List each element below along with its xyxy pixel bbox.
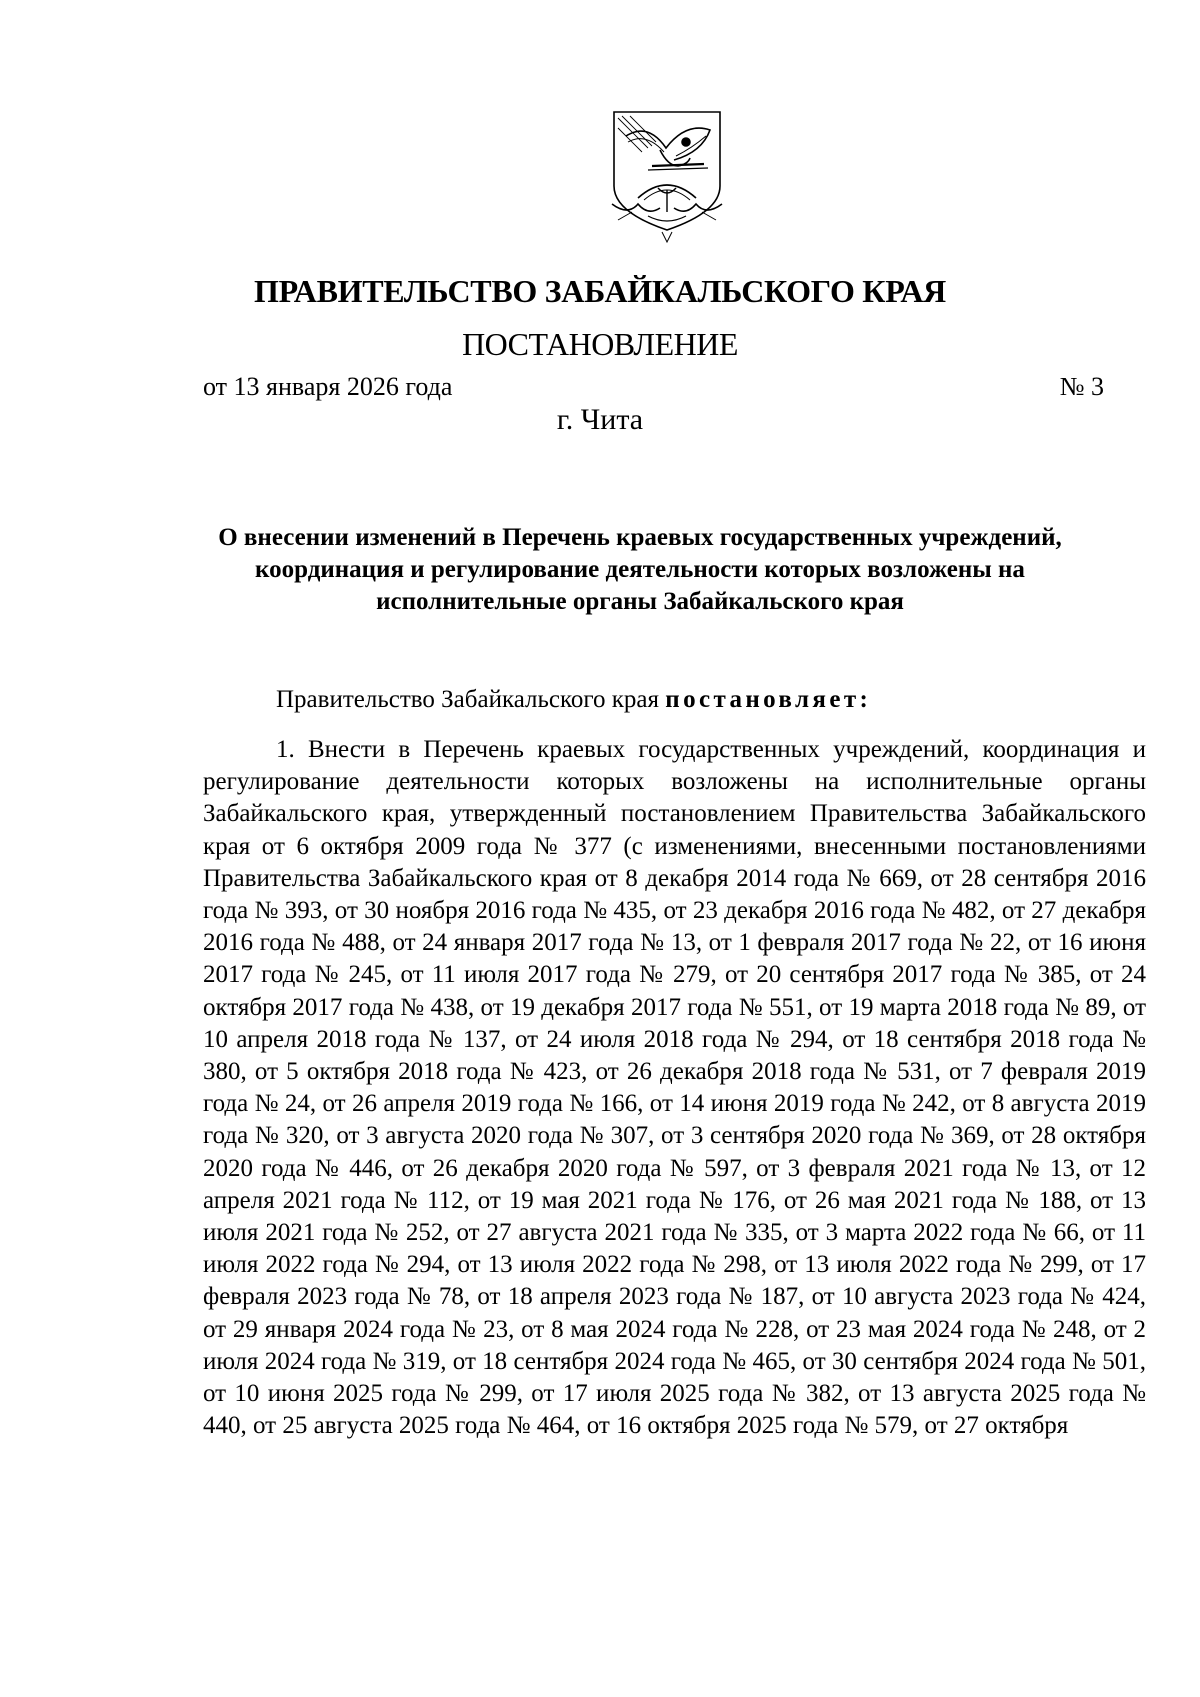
paragraph-1: 1. Внести в Перечень краевых государственных учреждений, координация и регулирование деятельности которых возложены на исполнительные органы Забайкальского края, утвержденный постановлением Правительства Забайкальского края от 6 октября 2009 года № 377 (с изменениями, внесенными постановлениями Правительства Забайкальского края от 8 декабря 2014 года № 669, от 28 сентября 2016 года № 393, от 30 ноября 2016 года № 435, от 23 декабря 2016 года № 482, от 27 декабря 2016 года № 488, от 24 января 2017 года № 13, от 1 февраля 2017 года № 22, от 16 июня 2017 года № 245, от 11 июля 2017 года № 279, от 20 сентября 2017 года № 385, от 24 октября 2017 года № 438, от 19 декабря 2017 года № 551, от 19 марта 2018 года № 89, от 10 апреля 2018 года № 137, от 24 июля 2018 года № 294, от 18 сентября 2018 года № 380, от 5 октября 2018 года № 423, от 26 декабря 2018 года № 531, от 7 февраля 2019 года № 24, от 26 апреля 2019 года № 166, от 14 июня 2019 года № 242, от 8 августа 2019 года № 320, от 3 августа 2020 года № 307, от 3 сентября 2020 года № 369, от 28 октября 2020 года № 446, от 26 декабря 2020 года № 597, от 3 февраля 2021 года № 13, от 12 апреля 2021 года № 112, от 19 мая 2021 года № 176, от 26 мая 2021 года № 188, от 13 июля 2021 года № 252, от 27 августа 2021 года № 335, от 3 марта 2022 года № 66, от 11 июля 2022 года № 294, от 13 июля 2022 года № 298, от 13 июля 2022 года № 299, от 17 февраля 2023 года № 78, от 18 апреля 2023 года № 187, от 10 августа 2023 года № 424, от 29 января 2024 года № 23, от 8 мая 2024 года № 228, от 23 мая 2024 года № 248, от 2 июля 2024 года № 319, от 18 сентября 2024 года № 465, от 30 сентября 2024 года № 501, от 10 июня 2025 года № 299, от 17 июля 2025 года № 382, от 13 августа 2025 года № 440, от 25 августа 2025 года № 464, от 16 октября 2025 года № 579, от 27 октября: [203, 736, 1146, 1440]
document-body: [203, 734, 1146, 1442]
preamble-emphasis: постановляет:: [665, 686, 872, 713]
city-name: г. Чита: [556, 403, 644, 436]
preamble-text: Правительство Забайкальского края: [276, 686, 666, 713]
organization-name: ПРАВИТЕЛЬСТВО ЗАБАЙКАЛЬСКОГО КРАЯ: [254, 273, 946, 309]
document-number: № 3: [1059, 372, 1104, 401]
document-type: ПОСТАНОВЛЕНИЕ: [462, 326, 738, 362]
document-title: О внесении изменений в Перечень краевых государственных учреждений, координация и регулирование деятельности которых возложены на исполнительные органы Забайкальского края: [218, 524, 1062, 615]
preamble: [276, 686, 871, 714]
document-date: от 13 января 2026 года: [203, 372, 453, 401]
coat-of-arms-emblem: [608, 108, 726, 248]
